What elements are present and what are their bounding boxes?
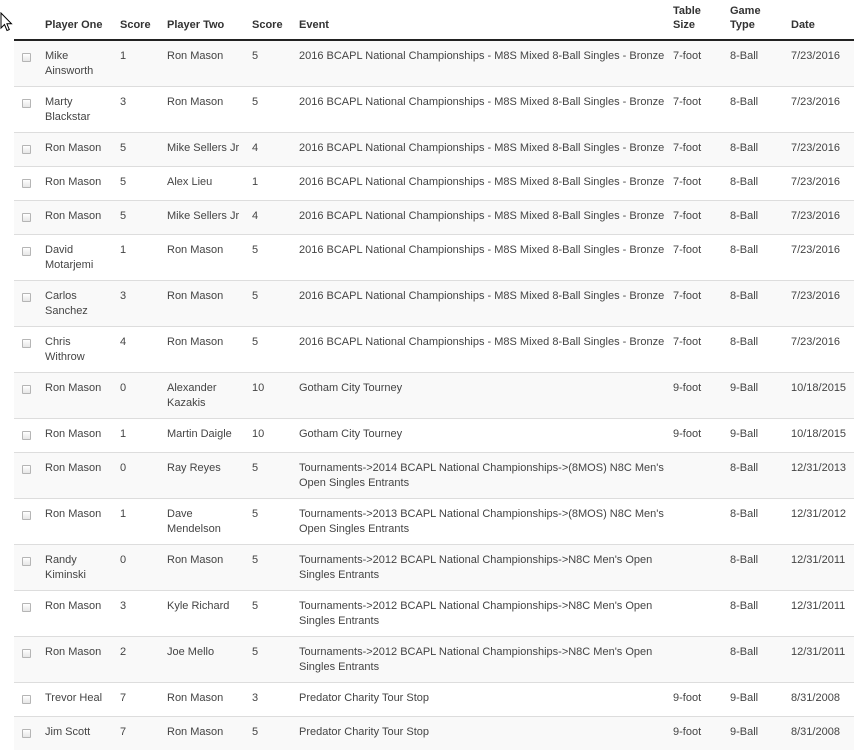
event-cell: Gotham City Tourney	[295, 419, 669, 453]
player-one-cell: Chris Withrow	[41, 327, 116, 373]
row-checkbox[interactable]	[22, 293, 31, 302]
score-two-cell: 5	[248, 591, 295, 637]
table-size-cell: 9-foot	[669, 717, 726, 750]
event-cell: 2016 BCAPL National Championships - M8S Mixed 8-Ball Singles - Bronze	[295, 167, 669, 201]
row-checkbox[interactable]	[22, 603, 31, 612]
score-one-cell: 7	[116, 683, 163, 717]
score-one-cell: 1	[116, 499, 163, 545]
date-cell: 7/23/2016	[787, 235, 854, 281]
game-type-cell: 8-Ball	[726, 281, 787, 327]
player-two-cell: Joe Mello	[163, 637, 248, 683]
player-one-cell: Ron Mason	[41, 419, 116, 453]
table-header-row	[14, 0, 854, 40]
score-one-cell: 1	[116, 235, 163, 281]
table-row	[14, 717, 854, 750]
row-checkbox[interactable]	[22, 247, 31, 256]
event-cell: Tournaments->2012 BCAPL National Championships->N8C Men's Open Singles Entrants	[295, 637, 669, 683]
row-checkbox[interactable]	[22, 339, 31, 348]
header-event[interactable]: Event	[295, 0, 669, 40]
game-type-cell: 8-Ball	[726, 167, 787, 201]
game-type-cell: 8-Ball	[726, 453, 787, 499]
game-type-cell: 8-Ball	[726, 133, 787, 167]
score-two-cell: 5	[248, 235, 295, 281]
table-size-cell: 7-foot	[669, 133, 726, 167]
player-two-cell: Ron Mason	[163, 717, 248, 750]
date-cell: 7/23/2016	[787, 133, 854, 167]
score-one-cell: 0	[116, 373, 163, 419]
score-two-cell: 1	[248, 167, 295, 201]
table-size-cell	[669, 591, 726, 637]
player-one-cell: David Motarjemi	[41, 235, 116, 281]
row-select-cell	[14, 87, 41, 133]
date-cell: 12/31/2011	[787, 591, 854, 637]
header-game-type-line1: Game	[730, 5, 761, 17]
row-checkbox[interactable]	[22, 213, 31, 222]
row-select-cell	[14, 167, 41, 201]
date-cell: 7/23/2016	[787, 87, 854, 133]
player-two-cell: Ron Mason	[163, 327, 248, 373]
player-two-cell: Ron Mason	[163, 40, 248, 87]
score-one-cell: 3	[116, 87, 163, 133]
date-cell: 12/31/2013	[787, 453, 854, 499]
game-type-cell: 8-Ball	[726, 87, 787, 133]
player-one-cell: Jim Scott	[41, 717, 116, 750]
event-cell: 2016 BCAPL National Championships - M8S Mixed 8-Ball Singles - Bronze	[295, 40, 669, 87]
event-cell: Predator Charity Tour Stop	[295, 683, 669, 717]
score-one-cell: 7	[116, 717, 163, 750]
score-two-cell: 5	[248, 281, 295, 327]
date-cell: 7/23/2016	[787, 40, 854, 87]
score-one-cell: 5	[116, 167, 163, 201]
event-cell: 2016 BCAPL National Championships - M8S Mixed 8-Ball Singles - Bronze	[295, 327, 669, 373]
header-player-two[interactable]: Player Two	[163, 0, 248, 40]
row-select-cell	[14, 717, 41, 750]
game-type-cell: 9-Ball	[726, 373, 787, 419]
event-cell: Tournaments->2012 BCAPL National Championships->N8C Men's Open Singles Entrants	[295, 591, 669, 637]
row-checkbox[interactable]	[22, 385, 31, 394]
row-checkbox[interactable]	[22, 431, 31, 440]
header-game-type-line2: Type	[730, 19, 755, 31]
row-checkbox[interactable]	[22, 557, 31, 566]
table-size-cell: 9-foot	[669, 373, 726, 419]
game-type-cell: 9-Ball	[726, 717, 787, 750]
date-cell: 7/23/2016	[787, 201, 854, 235]
event-cell: 2016 BCAPL National Championships - M8S Mixed 8-Ball Singles - Bronze	[295, 281, 669, 327]
table-row	[14, 591, 854, 637]
table-row	[14, 637, 854, 683]
score-two-cell: 5	[248, 327, 295, 373]
score-one-cell: 5	[116, 201, 163, 235]
table-size-cell: 7-foot	[669, 87, 726, 133]
row-select-cell	[14, 591, 41, 637]
table-size-cell: 9-foot	[669, 683, 726, 717]
header-date[interactable]: Date	[787, 0, 854, 40]
row-select-cell	[14, 235, 41, 281]
row-select-cell	[14, 281, 41, 327]
date-cell: 8/31/2008	[787, 717, 854, 750]
game-type-cell: 8-Ball	[726, 327, 787, 373]
row-checkbox[interactable]	[22, 99, 31, 108]
score-one-cell: 0	[116, 453, 163, 499]
game-type-cell: 8-Ball	[726, 201, 787, 235]
date-cell: 12/31/2011	[787, 545, 854, 591]
player-one-cell: Ron Mason	[41, 167, 116, 201]
table-row	[14, 327, 854, 373]
player-one-cell: Ron Mason	[41, 637, 116, 683]
player-two-cell: Ron Mason	[163, 545, 248, 591]
game-type-cell: 8-Ball	[726, 591, 787, 637]
row-select-cell	[14, 637, 41, 683]
player-two-cell: Ray Reyes	[163, 453, 248, 499]
player-one-cell: Ron Mason	[41, 133, 116, 167]
score-two-cell: 5	[248, 87, 295, 133]
game-type-cell: 9-Ball	[726, 683, 787, 717]
table-row	[14, 419, 854, 453]
table-row	[14, 281, 854, 327]
score-two-cell: 5	[248, 40, 295, 87]
player-one-cell: Mike Ainsworth	[41, 40, 116, 87]
event-cell: Tournaments->2012 BCAPL National Championships->N8C Men's Open Singles Entrants	[295, 545, 669, 591]
table-row	[14, 167, 854, 201]
table-body	[14, 40, 854, 750]
player-two-cell: Mike Sellers Jr	[163, 201, 248, 235]
player-two-cell: Dave Mendelson	[163, 499, 248, 545]
table-row	[14, 87, 854, 133]
row-checkbox[interactable]	[22, 465, 31, 474]
player-one-cell: Randy Kiminski	[41, 545, 116, 591]
table-size-cell	[669, 499, 726, 545]
row-select-cell	[14, 40, 41, 87]
player-two-cell: Mike Sellers Jr	[163, 133, 248, 167]
table-size-cell: 7-foot	[669, 167, 726, 201]
date-cell: 12/31/2012	[787, 499, 854, 545]
player-two-cell: Ron Mason	[163, 281, 248, 327]
row-checkbox[interactable]	[22, 695, 31, 704]
score-one-cell: 3	[116, 281, 163, 327]
score-one-cell: 4	[116, 327, 163, 373]
table-size-cell	[669, 545, 726, 591]
row-checkbox[interactable]	[22, 511, 31, 520]
row-checkbox[interactable]	[22, 53, 31, 62]
row-select-cell	[14, 453, 41, 499]
game-type-cell: 9-Ball	[726, 419, 787, 453]
score-two-cell: 10	[248, 373, 295, 419]
table-row	[14, 40, 854, 87]
game-type-cell: 8-Ball	[726, 545, 787, 591]
date-cell: 7/23/2016	[787, 327, 854, 373]
header-score-one[interactable]: Score	[116, 0, 163, 40]
score-one-cell: 1	[116, 419, 163, 453]
row-select-cell	[14, 373, 41, 419]
player-one-cell: Ron Mason	[41, 499, 116, 545]
event-cell: 2016 BCAPL National Championships - M8S Mixed 8-Ball Singles - Bronze	[295, 235, 669, 281]
event-cell: Tournaments->2013 BCAPL National Championships->(8MOS) N8C Men's Open Singles Entrants	[295, 499, 669, 545]
score-two-cell: 10	[248, 419, 295, 453]
table-row	[14, 453, 854, 499]
table-row	[14, 133, 854, 167]
player-one-cell: Ron Mason	[41, 373, 116, 419]
game-type-cell: 8-Ball	[726, 235, 787, 281]
score-two-cell: 5	[248, 499, 295, 545]
score-two-cell: 5	[248, 453, 295, 499]
player-two-cell: Alexander Kazakis	[163, 373, 248, 419]
row-checkbox[interactable]	[22, 179, 31, 188]
table-size-cell: 9-foot	[669, 419, 726, 453]
row-checkbox[interactable]	[22, 145, 31, 154]
player-two-cell: Alex Lieu	[163, 167, 248, 201]
player-one-cell: Carlos Sanchez	[41, 281, 116, 327]
score-two-cell: 4	[248, 201, 295, 235]
mouse-cursor-icon	[0, 12, 14, 32]
table-size-cell	[669, 453, 726, 499]
game-type-cell: 8-Ball	[726, 637, 787, 683]
score-one-cell: 5	[116, 133, 163, 167]
player-two-cell: Kyle Richard	[163, 591, 248, 637]
score-two-cell: 4	[248, 133, 295, 167]
header-select	[14, 0, 41, 40]
player-one-cell: Marty Blackstar	[41, 87, 116, 133]
row-select-cell	[14, 419, 41, 453]
score-two-cell: 3	[248, 683, 295, 717]
player-two-cell: Ron Mason	[163, 235, 248, 281]
player-one-cell: Ron Mason	[41, 591, 116, 637]
game-type-cell: 8-Ball	[726, 499, 787, 545]
score-one-cell: 1	[116, 40, 163, 87]
table-row	[14, 499, 854, 545]
event-cell: 2016 BCAPL National Championships - M8S Mixed 8-Ball Singles - Bronze	[295, 87, 669, 133]
table-size-cell: 7-foot	[669, 235, 726, 281]
player-one-cell: Trevor Heal	[41, 683, 116, 717]
row-select-cell	[14, 201, 41, 235]
player-two-cell: Ron Mason	[163, 87, 248, 133]
event-cell: 2016 BCAPL National Championships - M8S Mixed 8-Ball Singles - Bronze	[295, 133, 669, 167]
event-cell: Gotham City Tourney	[295, 373, 669, 419]
table-row	[14, 235, 854, 281]
score-two-cell: 5	[248, 545, 295, 591]
score-one-cell: 2	[116, 637, 163, 683]
score-one-cell: 3	[116, 591, 163, 637]
header-table-size-line1: Table	[673, 5, 701, 17]
row-select-cell	[14, 545, 41, 591]
player-one-cell: Ron Mason	[41, 453, 116, 499]
table-row	[14, 373, 854, 419]
date-cell: 12/31/2011	[787, 637, 854, 683]
header-table-size[interactable]	[669, 0, 726, 40]
row-select-cell	[14, 133, 41, 167]
player-two-cell: Martin Daigle	[163, 419, 248, 453]
event-cell: 2016 BCAPL National Championships - M8S Mixed 8-Ball Singles - Bronze	[295, 201, 669, 235]
table-size-cell: 7-foot	[669, 40, 726, 87]
date-cell: 8/31/2008	[787, 683, 854, 717]
player-two-cell: Ron Mason	[163, 683, 248, 717]
header-game-type[interactable]	[726, 0, 787, 40]
table-row	[14, 201, 854, 235]
table-size-cell: 7-foot	[669, 327, 726, 373]
date-cell: 10/18/2015	[787, 373, 854, 419]
table-size-cell: 7-foot	[669, 201, 726, 235]
table-size-cell: 7-foot	[669, 281, 726, 327]
event-cell: Predator Charity Tour Stop	[295, 717, 669, 750]
score-two-cell: 5	[248, 637, 295, 683]
row-checkbox[interactable]	[22, 729, 31, 738]
date-cell: 10/18/2015	[787, 419, 854, 453]
table-row	[14, 545, 854, 591]
date-cell: 7/23/2016	[787, 167, 854, 201]
game-type-cell: 8-Ball	[726, 40, 787, 87]
event-cell: Tournaments->2014 BCAPL National Championships->(8MOS) N8C Men's Open Singles Entrants	[295, 453, 669, 499]
match-history-table	[14, 0, 854, 750]
header-player-one[interactable]: Player One	[41, 0, 116, 40]
score-two-cell: 5	[248, 717, 295, 750]
player-one-cell: Ron Mason	[41, 201, 116, 235]
date-cell: 7/23/2016	[787, 281, 854, 327]
table-size-cell	[669, 637, 726, 683]
header-table-size-line2: Size	[673, 19, 695, 31]
row-checkbox[interactable]	[22, 649, 31, 658]
header-score-two[interactable]: Score	[248, 0, 295, 40]
score-one-cell: 0	[116, 545, 163, 591]
row-select-cell	[14, 499, 41, 545]
row-select-cell	[14, 327, 41, 373]
